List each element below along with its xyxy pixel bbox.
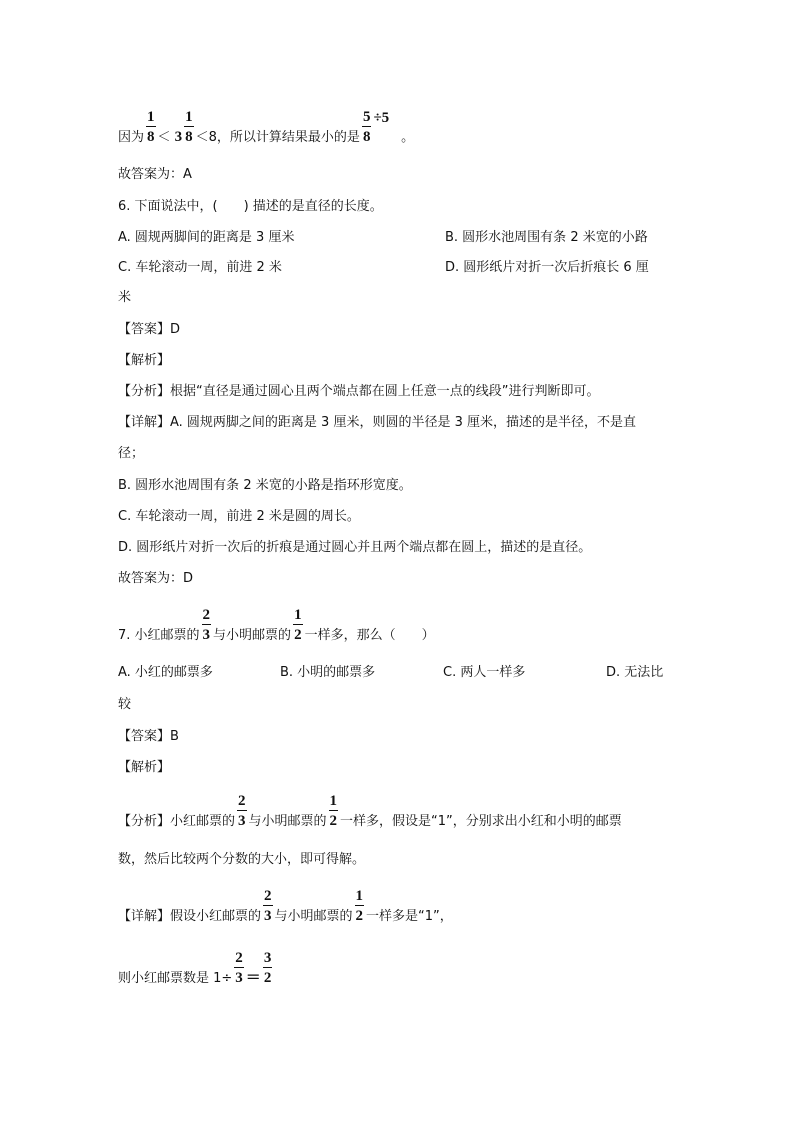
question-7: 7. 小红邮票的 $\frac{2}{3}$ 与小明邮票的 $\frac{1}{2}$ 一样多，那么（ ） bbox=[118, 607, 435, 643]
fraction: $\frac{2}{3}$ bbox=[235, 950, 243, 986]
fraction: $\frac{2}{3}$ bbox=[202, 607, 211, 643]
analysis: 【分析】根据“直径是通过圆心且两个端点都在圆上任意一点的线段”进行判断即可。 bbox=[118, 384, 600, 399]
option-b: B. 圆形水池周围有条 2 米宽的小路 bbox=[445, 230, 648, 245]
fraction: $\frac{5}{8}$ bbox=[362, 109, 371, 145]
option-d: D. 无法比 bbox=[606, 665, 664, 680]
fraction: $\frac{1}{8}$ bbox=[147, 109, 155, 145]
option-c: C. 两人一样多 bbox=[443, 665, 526, 680]
fraction: $\frac{1}{2}$ bbox=[329, 793, 338, 829]
fraction: $\frac{1}{8}$ bbox=[185, 109, 193, 145]
fraction: $\frac{1}{2}$ bbox=[294, 607, 302, 643]
option-a: A. 圆规两脚间的距离是 3 厘米 bbox=[118, 230, 295, 245]
answer: 【答案】B bbox=[118, 729, 179, 744]
option-b: B. 小明的邮票多 bbox=[280, 665, 376, 680]
detail-b: B. 圆形水池周围有条 2 米宽的小路是指环形宽度。 bbox=[118, 478, 412, 493]
detail-cont: 径； bbox=[118, 446, 145, 461]
detail-d: D. 圆形纸片对折一次后的折痕是通过圆心并且两个端点都在圆上，描述的是直径。 bbox=[118, 540, 592, 555]
analysis-heading: 【解析】 bbox=[118, 760, 171, 775]
fraction: $\frac{2}{3}$ bbox=[264, 888, 272, 924]
detail-c: C. 车轮滚动一周，前进 2 米是圆的周长。 bbox=[118, 509, 360, 524]
option-d-cont: 较 bbox=[118, 697, 132, 712]
option-c: C. 车轮滚动一周，前进 2 米 bbox=[118, 260, 282, 275]
reason-line: 因为 $\frac{1}{8}$ ＜ 3 $\frac{1}{8}$ ＜8，所以计算结果最小的是 $\frac{5}{8}$ ÷5。 bbox=[118, 109, 415, 145]
option-d-cont: 米 bbox=[118, 290, 132, 305]
calculation: 则小红邮票数是 1÷ $\frac{2}{3}$ ＝ $\frac{3}{2}$ bbox=[118, 950, 272, 986]
final-answer: 故答案为：D bbox=[118, 571, 194, 586]
answer-line: 故答案为：A bbox=[118, 167, 192, 182]
analysis: 【分析】小红邮票的 $\frac{2}{3}$ 与小明邮票的 $\frac{1}{2}$ 一样多，假设是“1”，分别求出小红和小明的邮票 bbox=[118, 793, 622, 829]
question-6: 6. 下面说法中，( ) 描述的是直径的长度。 bbox=[118, 199, 383, 214]
option-a: A. 小红的邮票多 bbox=[118, 665, 213, 680]
analysis-cont: 数，然后比较两个分数的大小，即可得解。 bbox=[118, 852, 366, 867]
detail: 【详解】假设小红邮票的 $\frac{2}{3}$ 与小明邮票的 $\frac{1}{2}$ 一样多是“1”， bbox=[118, 888, 453, 924]
option-d: D. 圆形纸片对折一次后折痕长 6 厘 bbox=[445, 260, 649, 275]
fraction: $\frac{3}{2}$ bbox=[263, 950, 272, 986]
answer: 【答案】D bbox=[118, 322, 181, 337]
fraction: $\frac{2}{3}$ bbox=[238, 793, 246, 829]
fraction: $\frac{1}{2}$ bbox=[355, 888, 364, 924]
analysis-heading: 【解析】 bbox=[118, 353, 171, 368]
detail: 【详解】A. 圆规两脚之间的距离是 3 厘米，则圆的半径是 3 厘米，描述的是半径，不是直 bbox=[118, 415, 637, 430]
